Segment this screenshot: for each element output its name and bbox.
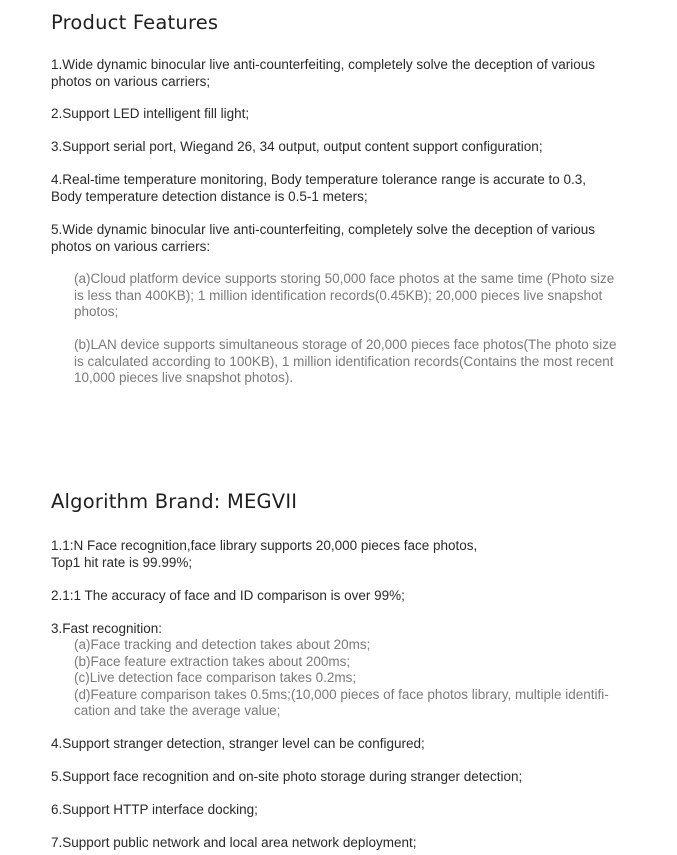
feature-item-5-line-1: 5.Wide dynamic binocular live anti-counterfeiting, completely solve the deception of various [51,222,596,237]
feature-subitem-a [74,271,664,321]
feature-subitem-b [74,337,664,387]
algorithm-item-2-line-1: 2.1:1 The accuracy of face and ID comparison is over 99%; [51,588,405,603]
algorithm-item-1-line-1: 1.1:N Face recognition,face library supports 20,000 pieces face photos, [51,538,478,553]
algorithm-item-1-line-2: Top1 hit rate is 99.99%; [51,554,193,570]
algorithm-item-6-line-1: 6.Support HTTP interface docking; [51,802,258,817]
feature-item-3 [51,139,651,156]
algorithm-item-2 [51,588,651,605]
feature-item-1 [51,57,651,90]
algorithm-item-3-line-1: 3.Fast recognition: [51,621,163,636]
feature-item-3-line-1: 3.Support serial port, Wiegand 26, 34 output, output content support configuration; [51,139,543,154]
algorithm-item-6 [51,802,651,819]
feature-item-1-line-2: photos on various carriers; [51,73,211,89]
algorithm-item-4 [51,736,651,753]
algorithm-item-5-line-1: 5.Support face recognition and on-site photo storage during stranger detection; [51,769,523,784]
feature-subitem-a-line-1: (a)Cloud platform device supports storing 50,000 face photos at the same time (Photo size [74,271,615,286]
algorithm-item-7 [51,835,651,852]
algorithm-item-5 [51,769,651,786]
algorithm-subitem-a: (a)Face tracking and detection takes about 20ms; [74,637,371,652]
feature-subitem-a-line-3: photos; [74,304,119,319]
feature-item-4-line-2: Body temperature detection distance is 0.5-1 meters; [51,188,368,204]
feature-subitem-a-line-2: is less than 400KB); 1 million identification records(0.45KB); 20,000 pieces live snapshot [74,287,603,303]
section-title-algorithm-brand: Algorithm Brand: MEGVII [51,490,298,513]
feature-item-2-line-1: 2.Support LED intelligent fill light; [51,106,250,121]
feature-item-4-line-1: 4.Real-time temperature monitoring, Body temperature tolerance range is accurate to 0.3, [51,172,587,187]
algorithm-subitem-d: (d)Feature comparison takes 0.5ms;(10,000 pieces of face photos library, multiple identifi- [74,686,609,702]
feature-item-5-line-2: photos on various carriers: [51,238,211,254]
algorithm-subitem-d-continued: cation and take the average value; [74,703,281,718]
algorithm-item-1 [51,538,651,571]
algorithm-item-3 [51,621,651,638]
feature-subitem-b-line-3: 10,000 pieces live snapshot photos). [74,370,294,385]
feature-item-1-line-1: 1.Wide dynamic binocular live anti-counterfeiting, completely solve the deception of various [51,57,596,72]
feature-subitem-b-line-1: (b)LAN device supports simultaneous storage of 20,000 pieces face photos(The photo size [74,337,617,352]
algorithm-item-7-line-1: 7.Support public network and local area network deployment; [51,835,417,850]
algorithm-item-4-line-1: 4.Support stranger detection, stranger level can be configured; [51,736,425,751]
algorithm-subitem-b: (b)Face feature extraction takes about 200ms; [74,653,351,669]
feature-item-4 [51,172,651,205]
feature-subitem-b-line-2: is calculated according to 100KB), 1 million identification records(Contains the most recent [74,353,614,369]
feature-item-2 [51,106,651,123]
algorithm-subitems [74,637,664,720]
feature-item-5 [51,222,651,255]
algorithm-subitem-c: (c)Live detection face comparison takes 0.2ms; [74,670,357,685]
section-title-product-features: Product Features [51,11,219,34]
